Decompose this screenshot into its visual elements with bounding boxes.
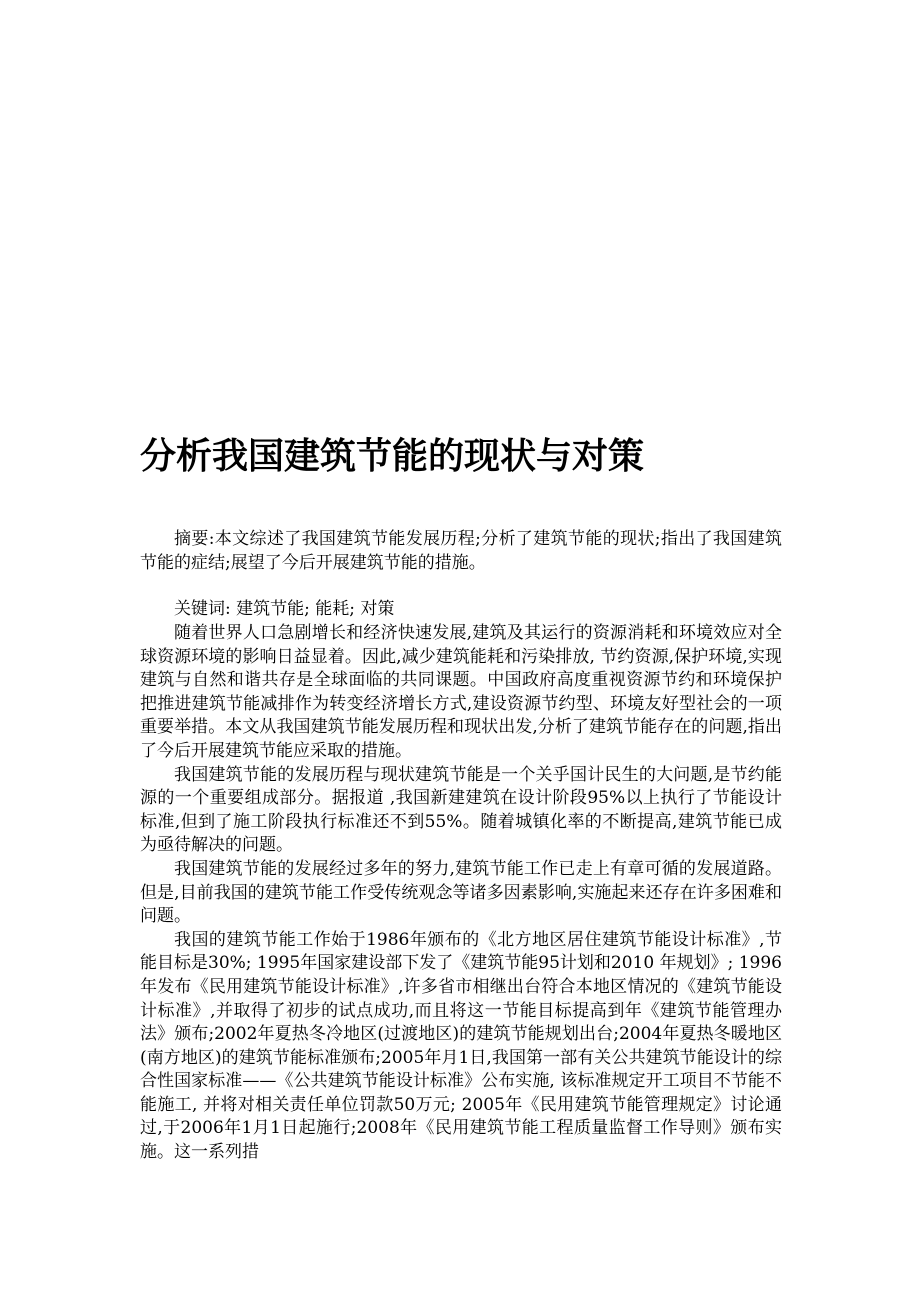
abstract-paragraph: 摘要:本文综述了我国建筑节能发展历程;分析了建筑节能的现状;指出了我国建筑节能的症结;展望了今后开展建筑节能的措施。: [140, 529, 782, 573]
document-title: 分析我国建筑节能的现状与对策: [140, 436, 645, 477]
body-paragraph: 我国建筑节能的发展历程与现状建筑节能是一个关乎国计民生的大问题,是节约能源的一个重要组成部分。据报道 ,我国新建建筑在设计阶段95%以上执行了节能设计标准,但到了施工阶段执行标准还不到55%。随着城镇化率的不断提高,建筑节能已成为亟待解决的问题。: [140, 764, 782, 856]
body-paragraph: 我国的建筑节能工作始于1986年颁布的《北方地区居住建筑节能设计标准》,节能目标是30%; 1995年国家建设部下发了《建筑节能95计划和2010 年规划》; 1996年发布《民用建筑节能设计标准》,许多省市相继出台符合本地区情况的《建筑节能设计标准》,并取得了初步的试点成功,而且将这一节能目标提高到年《建筑节能管理办法》颁布;2002年夏热冬冷地区(过渡地区)的建筑节能规划出台;2004年夏热冬暖地区(南方地区)的建筑节能标准颁布;2005年月1日,我国第一部有关公共建筑节能设计的综合性国家标准——《公共建筑节能设计标准》公布实施, 该标准规定开工项目不节能不能施工, 并将对相关责任单位罚款50万元; 2005年《民用建筑节能管理规定》讨论通过,于2006年1月1日起施行;2008年《民用建筑节能工程质量监督工作导则》颁布实施。这一系列措: [140, 929, 782, 1163]
body-paragraph: 随着世界人口急剧增长和经济快速发展,建筑及其运行的资源消耗和环境效应对全球资源环境的影响日益显着。因此,减少建筑能耗和污染排放, 节约资源,保护环境,实现建筑与自然和谐共存是全球面临的共同课题。中国政府高度重视资源节约和环境保护把推进建筑节能减排作为转变经济增长方式,建设资源节约型、环境友好型社会的一项重要举措。本文从我国建筑节能发展历程和现状出发,分析了建筑节能存在的问题,指出了今后开展建筑节能应采取的措施。: [140, 623, 782, 761]
body-text: [140, 622, 782, 1165]
body-paragraph: 我国建筑节能的发展经过多年的努力,建筑节能工作已走上有章可循的发展道路。但是,目前我国的建筑节能工作受传统观念等诸多因素影响,实施起来还存在许多困难和问题。: [140, 858, 782, 927]
keywords-line: 关键词: 建筑节能; 能耗; 对策: [174, 599, 395, 619]
